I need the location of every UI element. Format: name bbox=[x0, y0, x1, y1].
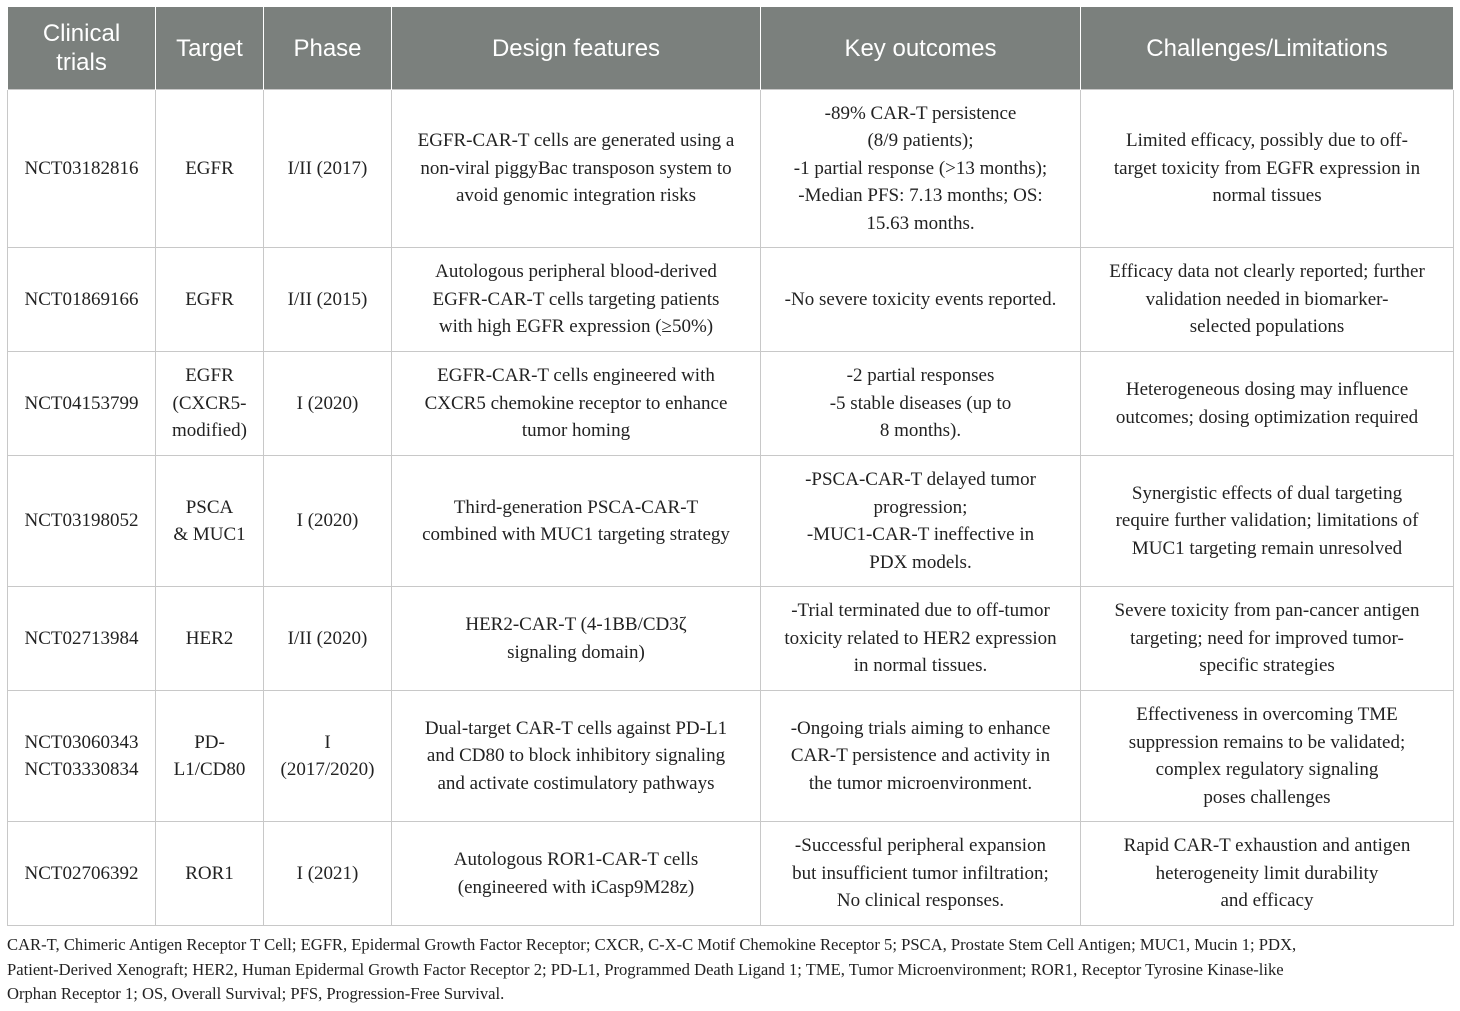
cell-clinical-trial bbox=[8, 822, 156, 926]
text-line: (2017/2020) bbox=[280, 759, 375, 780]
text-line: NCT04153799 bbox=[24, 392, 139, 414]
cell-design-features bbox=[392, 822, 761, 926]
text-line: and activate costimulatory pathways bbox=[437, 772, 715, 794]
text-line: signaling domain) bbox=[507, 641, 645, 663]
header-challenges-limitations bbox=[1081, 7, 1454, 90]
table-row bbox=[8, 352, 1454, 456]
table-row bbox=[8, 90, 1454, 248]
text-line: Severe toxicity from pan-cancer antigen bbox=[1114, 600, 1420, 622]
text-line: NCT02706392 bbox=[24, 862, 139, 884]
text-line: Rapid CAR-T exhaustion and antigen bbox=[1123, 835, 1411, 857]
cell-challenges-limitations bbox=[1081, 90, 1454, 248]
text-line: MUC1 targeting remain unresolved bbox=[1131, 537, 1403, 559]
cell-phase bbox=[264, 456, 392, 587]
text-line: EGFR-CAR-T cells are generated using a bbox=[417, 130, 735, 152]
text-line: complex regulatory signaling bbox=[1155, 759, 1379, 780]
cell-key-outcomes bbox=[761, 248, 1081, 352]
cell-target bbox=[156, 822, 264, 926]
text-line: Limited efficacy, possibly due to off- bbox=[1126, 130, 1408, 152]
text-line: I bbox=[324, 731, 331, 753]
table-row bbox=[8, 248, 1454, 352]
text-line: -No severe toxicity events reported. bbox=[784, 288, 1057, 310]
text-line: EGFR-CAR-T cells targeting patients bbox=[432, 288, 720, 310]
text-line: Patient-Derived Xenograft; HER2, Human Epidermal Growth Factor Receptor 2; PD-L1, Programmed Death Ligand 1; TME, Tumor Microenvironment; ROR1, Receptor Tyrosine Kinase-like bbox=[7, 959, 1284, 979]
cell-phase bbox=[264, 248, 392, 352]
text-line: EGFR bbox=[185, 365, 234, 387]
text-line: -Successful peripheral expansion bbox=[794, 835, 1047, 857]
header-design-features bbox=[392, 7, 761, 90]
cell-target bbox=[156, 352, 264, 456]
table-row bbox=[8, 587, 1454, 691]
cell-challenges-limitations bbox=[1081, 248, 1454, 352]
text-line: avoid genomic integration risks bbox=[455, 185, 697, 207]
cell-clinical-trial bbox=[8, 691, 156, 822]
text-line: -PSCA-CAR-T delayed tumor bbox=[805, 469, 1036, 490]
text-line: PD- bbox=[194, 731, 225, 753]
cell-challenges-limitations bbox=[1081, 587, 1454, 691]
cell-target bbox=[156, 90, 264, 248]
table-body bbox=[8, 90, 1454, 926]
text-line: CAR-T persistence and activity in bbox=[790, 745, 1051, 767]
header-target bbox=[156, 7, 264, 90]
cell-challenges-limitations bbox=[1081, 456, 1454, 587]
text-line: HER2-CAR-T (4-1BB/CD3ζ bbox=[465, 614, 687, 635]
text-line: I (2020) bbox=[296, 392, 359, 414]
text-line: 8 months). bbox=[879, 420, 962, 442]
text-line: L1/CD80 bbox=[173, 759, 246, 780]
text-line: suppression remains to be validated; bbox=[1128, 731, 1406, 753]
text-line: toxicity related to HER2 expression bbox=[784, 627, 1057, 649]
clinical-trials-table-container bbox=[7, 7, 1453, 926]
text-line: Synergistic effects of dual targeting bbox=[1131, 482, 1403, 504]
text-line: I (2021) bbox=[296, 862, 359, 884]
cell-design-features bbox=[392, 691, 761, 822]
text-line: outcomes; dosing optimization required bbox=[1115, 406, 1419, 428]
text-line: Third-generation PSCA-CAR-T bbox=[453, 496, 699, 518]
cell-target bbox=[156, 587, 264, 691]
text-line: Key outcomes bbox=[844, 34, 997, 62]
text-line: Dual-target CAR-T cells against PD-L1 bbox=[424, 717, 728, 739]
text-line: Efficacy data not clearly reported; further bbox=[1109, 261, 1425, 283]
text-line: combined with MUC1 targeting strategy bbox=[422, 524, 730, 545]
cell-key-outcomes bbox=[761, 587, 1081, 691]
text-line: I/II (2015) bbox=[287, 288, 368, 310]
cell-target bbox=[156, 691, 264, 822]
text-line: -Ongoing trials aiming to enhance bbox=[790, 717, 1051, 739]
text-line: the tumor microenvironment. bbox=[808, 772, 1033, 794]
text-line: Autologous peripheral blood-derived bbox=[435, 261, 717, 283]
text-line: NCT03198052 bbox=[24, 510, 139, 532]
text-line: Autologous ROR1-CAR-T cells bbox=[453, 849, 699, 870]
table-row bbox=[8, 456, 1454, 587]
table-footnote bbox=[7, 933, 1453, 1007]
text-line: and CD80 to block inhibitory signaling bbox=[426, 745, 726, 767]
text-line: -1 partial response (>13 months); bbox=[793, 157, 1048, 179]
text-line: NCT03182816 bbox=[24, 157, 139, 179]
text-line: Phase bbox=[293, 34, 362, 62]
cell-phase bbox=[264, 691, 392, 822]
text-line: specific strategies bbox=[1199, 655, 1335, 677]
cell-phase bbox=[264, 587, 392, 691]
table-row bbox=[8, 822, 1454, 926]
cell-challenges-limitations bbox=[1081, 691, 1454, 822]
text-line: NCT02713984 bbox=[24, 627, 139, 649]
clinical-trials-table bbox=[7, 7, 1454, 926]
cell-key-outcomes bbox=[761, 691, 1081, 822]
cell-clinical-trial bbox=[8, 456, 156, 587]
text-line: heterogeneity limit durability bbox=[1155, 862, 1379, 884]
header-phase bbox=[264, 7, 392, 90]
text-line: Effectiveness in overcoming TME bbox=[1136, 704, 1398, 725]
text-line: target toxicity from EGFR expression in bbox=[1113, 157, 1421, 179]
text-line: (8/9 patients); bbox=[867, 130, 974, 152]
text-line: -MUC1-CAR-T ineffective in bbox=[806, 524, 1035, 545]
cell-design-features bbox=[392, 456, 761, 587]
cell-key-outcomes bbox=[761, 822, 1081, 926]
text-line: I/II (2020) bbox=[287, 627, 368, 649]
text-line: Challenges/Limitations bbox=[1146, 34, 1388, 62]
cell-clinical-trial bbox=[8, 587, 156, 691]
text-line: Clinical bbox=[42, 20, 121, 47]
text-line: I (2020) bbox=[296, 510, 359, 532]
text-line: validation needed in biomarker- bbox=[1145, 288, 1389, 310]
text-line: require further validation; limitations of bbox=[1115, 510, 1419, 532]
text-line: -89% CAR-T persistence bbox=[824, 102, 1017, 124]
text-line: PDX models. bbox=[869, 551, 972, 573]
cell-target bbox=[156, 456, 264, 587]
text-line: EGFR-CAR-T cells engineered with bbox=[437, 365, 715, 387]
text-line: but insufficient tumor infiltration; bbox=[792, 862, 1049, 884]
text-line: No clinical responses. bbox=[836, 890, 1005, 912]
cell-challenges-limitations bbox=[1081, 352, 1454, 456]
text-line: -2 partial responses bbox=[846, 365, 995, 387]
text-line: poses challenges bbox=[1203, 786, 1331, 808]
text-line: normal tissues bbox=[1212, 185, 1322, 207]
text-line: NCT03330834 bbox=[24, 759, 139, 780]
text-line: (engineered with iCasp9M28z) bbox=[457, 876, 695, 898]
header-clinical-trials bbox=[8, 7, 156, 90]
text-line: 15.63 months. bbox=[866, 212, 975, 234]
cell-key-outcomes bbox=[761, 352, 1081, 456]
text-line: PSCA bbox=[185, 496, 234, 518]
text-line: modified) bbox=[172, 420, 247, 442]
cell-design-features bbox=[392, 90, 761, 248]
cell-target bbox=[156, 248, 264, 352]
cell-design-features bbox=[392, 352, 761, 456]
table-header-row bbox=[8, 7, 1454, 90]
cell-clinical-trial bbox=[8, 352, 156, 456]
text-line: -Trial terminated due to off-tumor bbox=[791, 600, 1050, 622]
text-line: CXCR5 chemokine receptor to enhance bbox=[424, 392, 728, 414]
text-line: and efficacy bbox=[1220, 890, 1314, 912]
text-line: selected populations bbox=[1189, 316, 1345, 338]
header-key-outcomes bbox=[761, 7, 1081, 90]
text-line: Orphan Receptor 1; OS, Overall Survival; PFS, Progression-Free Survival. bbox=[7, 984, 505, 1003]
text-line: Design features bbox=[491, 34, 661, 62]
text-line: ROR1 bbox=[185, 862, 234, 884]
text-line: -5 stable diseases (up to bbox=[829, 392, 1012, 414]
text-line: NCT03060343 bbox=[24, 731, 139, 753]
text-line: in normal tissues. bbox=[853, 655, 988, 677]
cell-key-outcomes bbox=[761, 456, 1081, 587]
text-line: EGFR bbox=[185, 288, 234, 310]
text-line: trials bbox=[56, 49, 107, 76]
cell-design-features bbox=[392, 248, 761, 352]
text-line: I/II (2017) bbox=[287, 157, 368, 179]
cell-phase bbox=[264, 822, 392, 926]
text-line: tumor homing bbox=[521, 420, 631, 442]
text-line: EGFR bbox=[185, 157, 234, 179]
text-line: with high EGFR expression (≥50%) bbox=[438, 316, 714, 338]
text-line: Target bbox=[176, 34, 243, 62]
text-line: CAR-T, Chimeric Antigen Receptor T Cell; EGFR, Epidermal Growth Factor Receptor; CXCR, C-X-C Motif Chemokine Receptor 5; PSCA, Prostate Stem Cell Antigen; MUC1, Mucin 1; PDX, bbox=[7, 935, 1297, 954]
cell-clinical-trial bbox=[8, 248, 156, 352]
text-line: -Median PFS: 7.13 months; OS: bbox=[798, 185, 1043, 207]
cell-phase bbox=[264, 352, 392, 456]
cell-phase bbox=[264, 90, 392, 248]
cell-key-outcomes bbox=[761, 90, 1081, 248]
cell-design-features bbox=[392, 587, 761, 691]
cell-clinical-trial bbox=[8, 90, 156, 248]
text-line: (CXCR5- bbox=[172, 392, 247, 414]
text-line: & MUC1 bbox=[173, 524, 246, 545]
text-line: HER2 bbox=[185, 627, 234, 649]
cell-challenges-limitations bbox=[1081, 822, 1454, 926]
text-line: targeting; need for improved tumor- bbox=[1130, 627, 1404, 649]
text-line: NCT01869166 bbox=[24, 288, 139, 310]
table-row bbox=[8, 691, 1454, 822]
text-line: Heterogeneous dosing may influence bbox=[1125, 379, 1409, 400]
text-line: progression; bbox=[873, 496, 968, 518]
text-line: non-viral piggyBac transposon system to bbox=[420, 157, 732, 179]
